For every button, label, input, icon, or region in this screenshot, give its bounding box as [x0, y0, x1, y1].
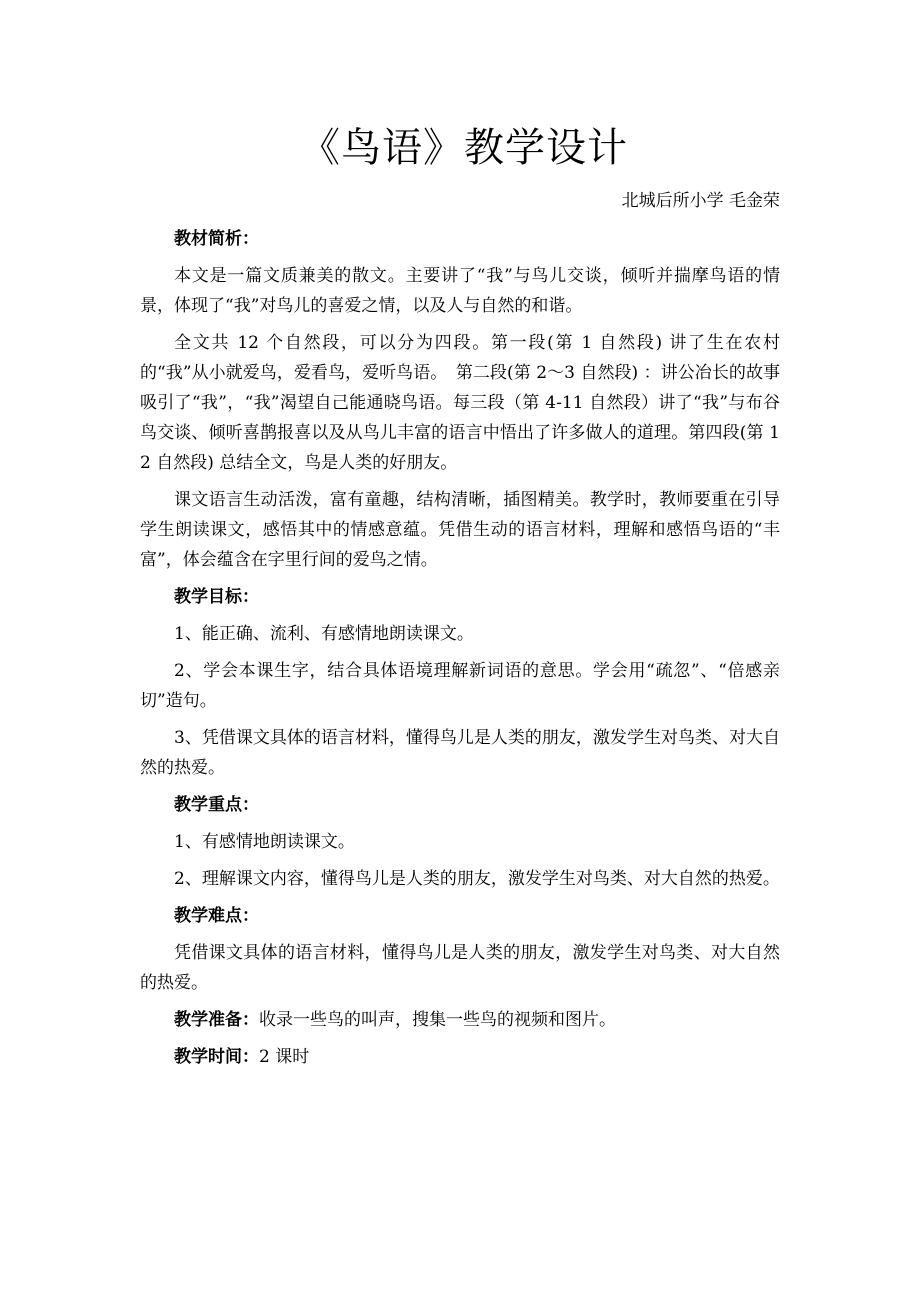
section-heading-goals: 教学目标： — [174, 587, 259, 607]
time-label: 教学时间： — [174, 1047, 259, 1067]
section-heading-difficulties: 教学难点： — [174, 906, 259, 926]
goal-item-2: 2、学会本课生字，结合具体语境理解新词语的意思。学会用“疏忽”、“倍感亲切”造句。 — [140, 661, 780, 711]
preparation-text: 收录一些鸟的叫声，搜集一些鸟的视频和图片。 — [259, 1010, 616, 1030]
key-point-item-2: 2、理解课文内容，懂得鸟儿是人类的朋友，激发学生对鸟类、对大自然的热爱。 — [174, 869, 780, 889]
analysis-paragraph-2: 全文共 12 个自然段，可以分为四段。第一段(第 1 自然段) 讲了生在农村的“我”从小就爱鸟，爱看鸟，爱听鸟语。 第二段(第 2～3 自然段) ：讲公冶长的故事吸引了“我”，“我”渴望自己能通晓鸟语。每三段（第 4-11 自然段）讲了“我”与布谷鸟交谈、倾听喜鹊报喜以及从鸟儿丰富的语言中悟出了许多做人的道理。第四段(第 12 自然段) 总结全文，鸟是人类的好朋友。 — [140, 333, 780, 473]
difficulties-text: 凭借课文具体的语言材料，懂得鸟儿是人类的朋友，激发学生对鸟类、对大自然的热爱。 — [140, 943, 780, 993]
document-body — [140, 224, 780, 1072]
preparation-line — [140, 1005, 780, 1035]
analysis-paragraph-1: 本文是一篇文质兼美的散文。主要讲了“我”与鸟儿交谈，倾听并揣摩鸟语的情景，体现了“我”对鸟儿的喜爱之情，以及人与自然的和谐。 — [140, 266, 780, 316]
key-point-item-1: 1、有感情地朗读课文。 — [174, 832, 355, 852]
goal-item-1: 1、能正确、流利、有感情地朗读课文。 — [174, 624, 474, 644]
analysis-paragraph-3: 课文语言生动活泼，富有童趣，结构清晰，插图精美。教学时，教师要重在引导学生朗读课文，感悟其中的情感意蕴。凭借生动的语言材料，理解和感悟鸟语的“丰富”，体会蕴含在字里行间的爱鸟之情。 — [140, 490, 780, 570]
time-text: 2 课时 — [259, 1047, 310, 1067]
document-title: 《鸟语》教学设计 — [300, 125, 628, 171]
preparation-label: 教学准备： — [174, 1010, 259, 1030]
goal-item-3: 3、凭借课文具体的语言材料，懂得鸟儿是人类的朋友，激发学生对鸟类、对大自然的热爱。 — [140, 728, 780, 778]
document-author: 北城后所小学 毛金荣 — [621, 191, 780, 211]
section-heading-analysis: 教材简析： — [174, 229, 259, 249]
section-heading-key-points: 教学重点： — [174, 795, 259, 815]
time-line — [140, 1042, 780, 1072]
